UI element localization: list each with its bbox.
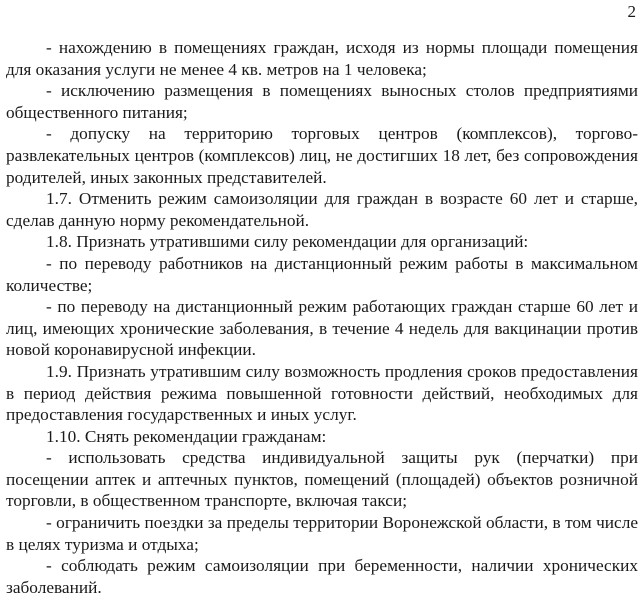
paragraph-item: 1.9. Признать утратившим силу возможность продления сроков предоставления в период действия режима повышенной готовности действий, необходимых для предоставления государственных и иных услуг. [6,361,638,425]
paragraph-item: - нахождению в помещениях граждан, исходя из нормы площади помещения для оказания услуги не менее 4 кв. метров на 1 человека; [6,38,638,79]
page-number: 2 [627,2,636,21]
paragraph-item: - по переводу работников на дистанционный режим работы в максимальном количестве; [6,253,638,295]
paragraph-item: - использовать средства индивидуальной защиты рук (перчатки) при посещении аптек и аптечных пунктов, помещений (площадей) объектов розничной торговли, в общественном транспорте, включая такси; [6,448,638,511]
document-body [6,37,638,598]
paragraph-item: - ограничить поездки за пределы территории Воронежской области, в том числе в целях туризма и отдыха; [6,513,638,554]
paragraph-item: - по переводу на дистанционный режим работающих граждан старше 60 лет и лиц, имеющих хронические заболевания, в течение 4 недель для вакцинации против новой коронавирусной инфекции. [6,297,638,360]
paragraph-item: 1.7. Отменить режим самоизоляции для граждан в возрасте 60 лет и старше, сделав данную норму рекомендательной. [6,189,638,230]
paragraph-item: - исключению размещения в помещениях выносных столов предприятиями общественного питания; [6,81,638,122]
paragraph-item: 1.10. Снять рекомендации гражданам: [46,426,327,446]
paragraph-item: - соблюдать режим самоизоляции при беременности, наличии хронических заболеваний. [6,556,638,597]
paragraph-item: 1.8. Признать утратившими силу рекомендации для организаций: [46,232,529,252]
paragraph-item: - допуску на территорию торговых центров (комплексов), торгово-развлекательных центров (комплексов) лиц, не достигших 18 лет, без сопровождения родителей, иных законных представителей. [6,124,638,187]
